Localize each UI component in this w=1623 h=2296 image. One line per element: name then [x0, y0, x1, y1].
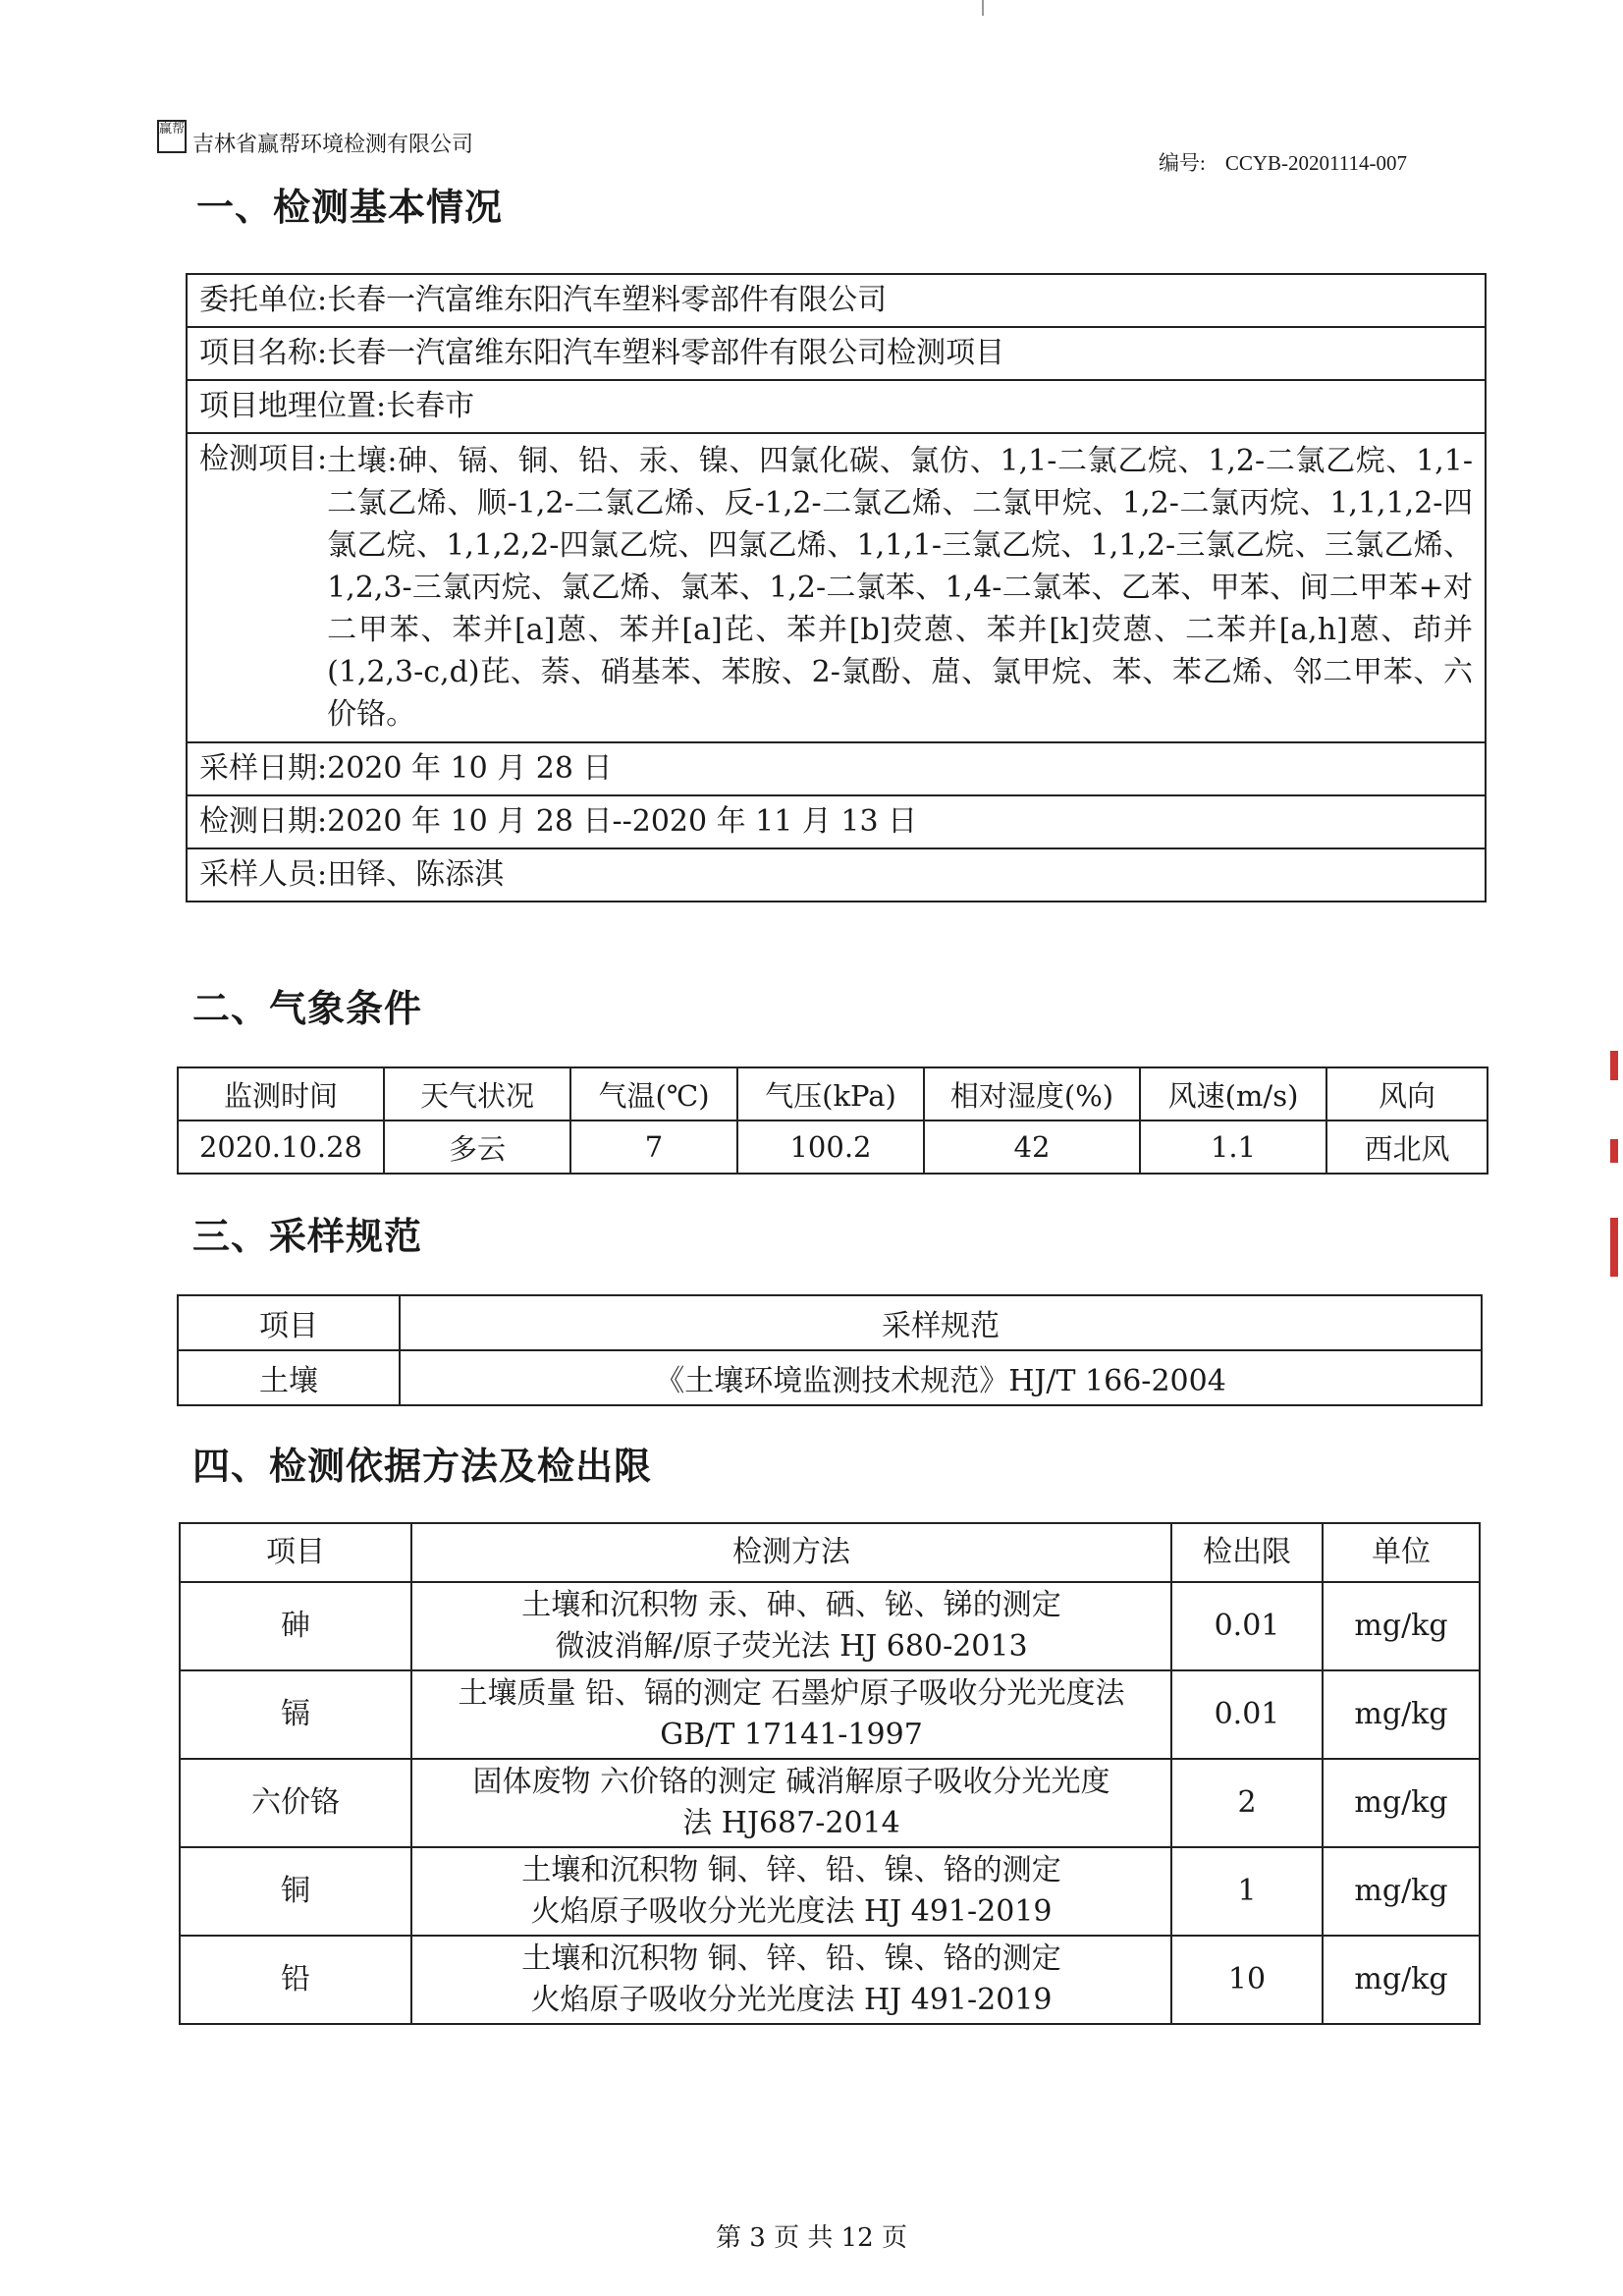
- section-title-basic-info: 一、检测基本情况: [196, 186, 504, 229]
- method-cell: [411, 1759, 1171, 1847]
- items-cell: [187, 433, 1486, 742]
- items-value: 土壤:砷、镉、铜、铅、汞、镍、四氯化碳、氯仿、1,1-二氯乙烷、1,2-二氯乙烷、1,1-二氯乙烯、顺-1,2-二氯乙烯、反-1,2-二氯乙烯、二氯甲烷、1,2-二氯丙烷、1,1,1,2-四氯乙烷、1,1,2,2-四氯乙烷、四氯乙烯、1,1,1-三氯乙烷、1,1,2-三氯乙烷、三氯乙烯、1,2,3-三氯丙烷、氯乙烯、氯苯、1,2-二氯苯、1,4-二氯苯、乙苯、甲苯、间二甲苯+对二甲苯、苯并[a]蒽、苯并[a]芘、苯并[b]荧蒽、苯并[k]荧蒽、二苯并[a,h]蒽、茚并(1,2,3-c,d)芘、萘、硝基苯、苯胺、2-氯酚、䓛、氯甲烷、苯、苯乙烯、邻二甲苯、六价铬。: [327, 444, 1474, 732]
- seal-edge-mark: [1610, 1218, 1618, 1277]
- staff-value: 田铎、陈添淇: [327, 857, 505, 892]
- header-cell: 项目: [178, 1295, 400, 1350]
- location-value: 长春市: [386, 389, 475, 423]
- limit-cell: 0.01: [1171, 1582, 1323, 1670]
- header-cell: 采样规范: [400, 1295, 1482, 1350]
- staff-cell: [187, 848, 1486, 902]
- doc-no-value: CCYB-20201114-007: [1224, 151, 1407, 175]
- table-cell: 1.1: [1140, 1121, 1326, 1174]
- project-label: 项目名称:: [199, 336, 328, 370]
- unit-cell: mg/kg: [1323, 1847, 1480, 1936]
- weather-table: [177, 1066, 1488, 1175]
- project-value: 长春一汽富维东阳汽车塑料零部件有限公司检测项目: [327, 336, 1005, 370]
- unit-cell: mg/kg: [1323, 1936, 1480, 2024]
- client-cell: [187, 274, 1486, 327]
- method-line: 土壤质量 铅、镉的测定 石墨炉原子吸收分光光度法: [458, 1676, 1125, 1711]
- item-cell: 铜: [180, 1847, 411, 1936]
- header-cell: 项目: [180, 1523, 411, 1582]
- item-cell: 镉: [180, 1670, 411, 1759]
- test-date-label: 检测日期:: [199, 804, 328, 839]
- method-cell: [411, 1847, 1171, 1936]
- section-title-sampling-spec: 三、采样规范: [192, 1215, 423, 1258]
- table-header-row: [178, 1295, 1482, 1350]
- method-cell: [411, 1936, 1171, 2024]
- table-cell: 土壤: [178, 1350, 400, 1405]
- document-number: [1159, 147, 1407, 177]
- test-date-value: 2020 年 10 月 28 日--2020 年 11 月 13 日: [327, 804, 918, 839]
- header-cell: 监测时间: [178, 1067, 384, 1121]
- method-line: 法 HJ687-2014: [682, 1806, 900, 1840]
- table-row: [187, 380, 1486, 433]
- section-title-methods: 四、检测依据方法及检出限: [192, 1445, 653, 1488]
- table-cell: 7: [570, 1121, 737, 1174]
- location-cell: [187, 380, 1486, 433]
- methods-table: [179, 1522, 1481, 2025]
- method-line: 微波消解/原子荧光法 HJ 680-2013: [555, 1629, 1028, 1664]
- method-line: 火焰原子吸收分光光度法 HJ 491-2019: [530, 1983, 1053, 2017]
- item-cell: 砷: [180, 1582, 411, 1670]
- limit-cell: 10: [1171, 1936, 1323, 2024]
- method-line: 土壤和沉积物 汞、砷、硒、铋、锑的测定: [521, 1588, 1061, 1622]
- table-cell: 100.2: [737, 1121, 924, 1174]
- table-row: [180, 1847, 1480, 1936]
- table-cell: 42: [924, 1121, 1140, 1174]
- table-row: [180, 1670, 1480, 1759]
- page-number: 第 3 页 共 12 页: [716, 2223, 907, 2253]
- table-row: [178, 1350, 1482, 1405]
- table-cell: 《土壤环境监测技术规范》HJ/T 166-2004: [400, 1350, 1482, 1405]
- header-cell: 单位: [1323, 1523, 1480, 1582]
- method-line: GB/T 17141-1997: [660, 1718, 923, 1752]
- header-cell: 气压(kPa): [737, 1067, 924, 1121]
- company-logo: 赢帮: [157, 120, 187, 153]
- table-row: [180, 1936, 1480, 2024]
- seal-edge-mark: [1610, 1051, 1618, 1080]
- items-label: 检测项目:: [199, 442, 328, 476]
- table-cell: 多云: [384, 1121, 570, 1174]
- method-cell: [411, 1670, 1171, 1759]
- client-value: 长春一汽富维东阳汽车塑料零部件有限公司: [327, 283, 888, 317]
- method-line: 固体废物 六价铬的测定 碱消解原子吸收分光光度: [472, 1765, 1110, 1799]
- table-row: [187, 327, 1486, 380]
- scan-mark: [982, 0, 984, 16]
- table-row: [180, 1759, 1480, 1847]
- method-line: 土壤和沉积物 铜、锌、铅、镍、铬的测定: [521, 1941, 1061, 1976]
- limit-cell: 1: [1171, 1847, 1323, 1936]
- table-row: [187, 274, 1486, 327]
- company-name: 吉林省赢帮环境检测有限公司: [192, 133, 474, 157]
- location-label: 项目地理位置:: [199, 389, 387, 423]
- method-line: 火焰原子吸收分光光度法 HJ 491-2019: [530, 1894, 1053, 1929]
- method-cell: [411, 1582, 1171, 1670]
- header-cell: 风速(m/s): [1140, 1067, 1326, 1121]
- header-cell: 风向: [1326, 1067, 1488, 1121]
- section-title-weather: 二、气象条件: [192, 987, 423, 1030]
- sampling-date-value: 2020 年 10 月 28 日: [327, 751, 613, 786]
- unit-cell: mg/kg: [1323, 1670, 1480, 1759]
- project-cell: [187, 327, 1486, 380]
- table-cell: 2020.10.28: [178, 1121, 384, 1174]
- limit-cell: 2: [1171, 1759, 1323, 1847]
- table-row: [180, 1582, 1480, 1670]
- table-row: [187, 795, 1486, 848]
- unit-cell: mg/kg: [1323, 1759, 1480, 1847]
- table-row: [187, 433, 1486, 742]
- table-header-row: [180, 1523, 1480, 1582]
- sampling-date-label: 采样日期:: [199, 751, 328, 786]
- item-cell: 六价铬: [180, 1759, 411, 1847]
- header-cell: 气温(℃): [570, 1067, 737, 1121]
- table-row: [187, 848, 1486, 902]
- header-cell: 检测方法: [411, 1523, 1171, 1582]
- header-cell: 天气状况: [384, 1067, 570, 1121]
- table-row: [187, 742, 1486, 795]
- sampling-date-cell: [187, 742, 1486, 795]
- header-cell: 检出限: [1171, 1523, 1323, 1582]
- basic-info-table: [186, 273, 1487, 902]
- method-line: 土壤和沉积物 铜、锌、铅、镍、铬的测定: [521, 1853, 1061, 1887]
- staff-label: 采样人员:: [199, 857, 328, 892]
- table-header-row: [178, 1067, 1488, 1121]
- header-cell: 相对湿度(%): [924, 1067, 1140, 1121]
- item-cell: 铅: [180, 1936, 411, 2024]
- sampling-spec-table: [177, 1294, 1483, 1406]
- unit-cell: mg/kg: [1323, 1582, 1480, 1670]
- client-label: 委托单位:: [199, 283, 328, 317]
- table-row: [178, 1121, 1488, 1174]
- limit-cell: 0.01: [1171, 1670, 1323, 1759]
- seal-edge-mark: [1610, 1139, 1618, 1163]
- doc-no-label: 编号:: [1159, 151, 1206, 175]
- test-date-cell: [187, 795, 1486, 848]
- table-cell: 西北风: [1326, 1121, 1488, 1174]
